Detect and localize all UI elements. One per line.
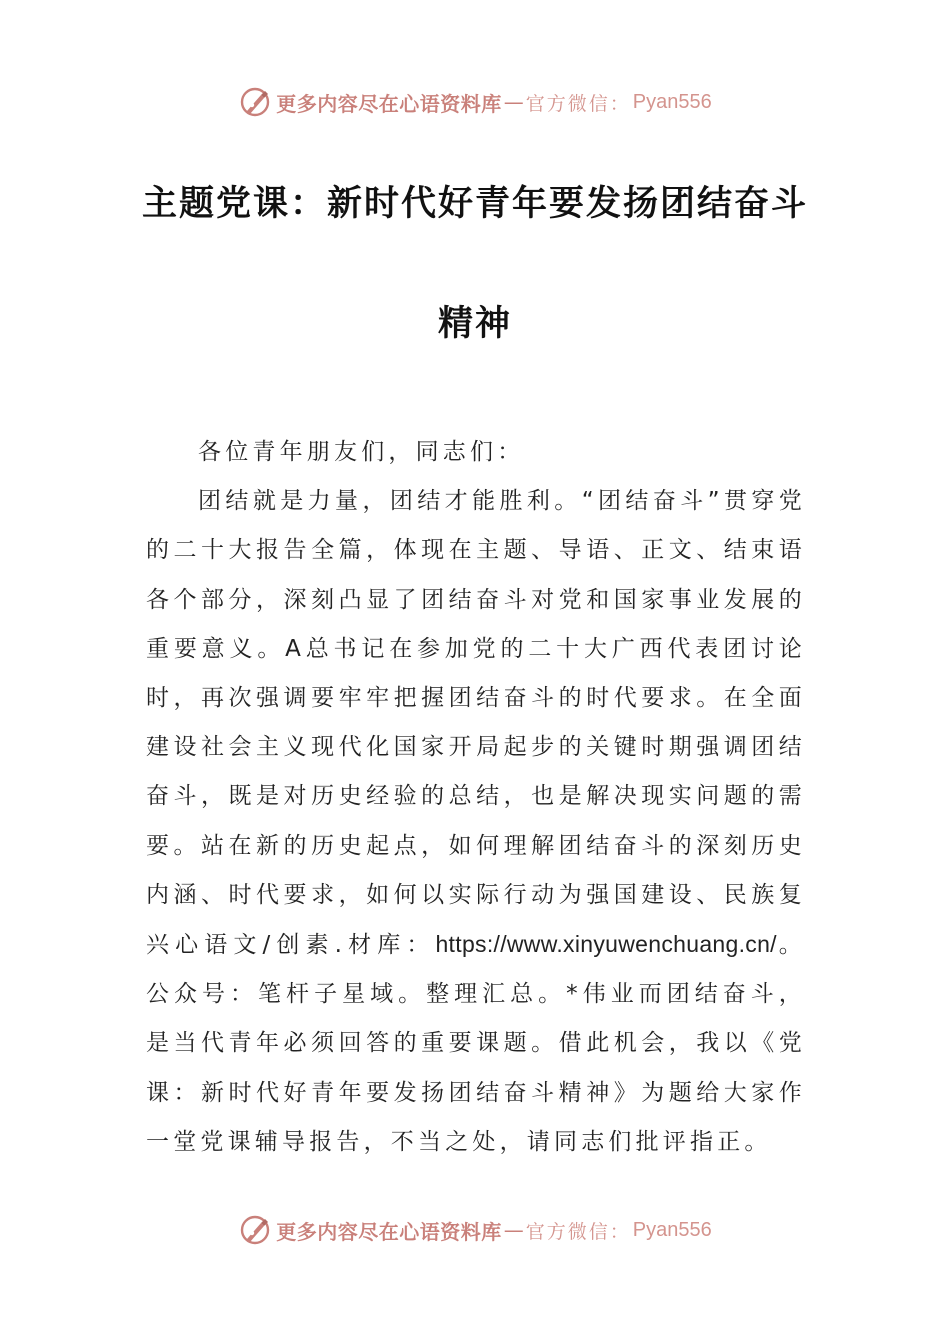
document-title-line2: 精神: [437, 304, 512, 344]
document-title-line1: 主题党课：新时代好青年要发扬团结奋斗: [141, 184, 808, 224]
footer-banner: [0, 1210, 950, 1250]
body-paragraph: [146, 477, 806, 1167]
banner-official-label: 官方微信：: [525, 1220, 631, 1243]
paragraph-text-part1: 团结就是力量，团结才能胜利。“团结奋斗”贯穿党的二十大报告全篇，体现在主题、导语、正文、结束语各个部分，深刻凸显了团结奋斗对党和国家事业发展的重要意义。A总书记在参加党的二十大广西代表团讨论时，再次强调要牢牢把握团结奋斗的时代要求。在全面建设社会主义现代化国家开局起步的关键时期强调团结奋斗，既是对历史经验的总结，也是解决现实问题的需要。站在新的历史起点，如何理解团结奋斗的深刻历史内涵、时代要求，如何以实际行动为强国建设、民族复兴心语文/创素.材库：: [146, 488, 806, 959]
pen-circle-logo-icon: [238, 85, 272, 119]
banner-brand-text: 更多内容尽在心语资料库: [276, 91, 502, 116]
banner-wechat-id: Pyan556: [632, 1218, 712, 1241]
document-body: [146, 428, 806, 1167]
banner-dash: —: [503, 1218, 524, 1242]
banner-official-label: 官方微信：: [525, 92, 631, 115]
website-link[interactable]: https://www.xinyuwenchuang.cn/: [435, 931, 777, 958]
paragraph-text-part2: 。公众号：笔杆子星域。整理汇总。*伟业而团结奋斗，是当代青年必须回答的重要课题。借此机会，我以《党课：新时代好青年要发扬团结奋斗精神》为题给大家作一堂党课辅导报告，不当之处，请同志们批评指正。: [146, 932, 807, 1155]
banner-dash: —: [503, 90, 524, 114]
pen-circle-logo-icon: [238, 1213, 272, 1247]
greeting: 各位青年朋友们，同志们：: [198, 439, 525, 465]
banner-brand-text: 更多内容尽在心语资料库: [276, 1219, 502, 1244]
header-banner: [0, 82, 950, 122]
banner-wechat-id: Pyan556: [632, 90, 712, 113]
